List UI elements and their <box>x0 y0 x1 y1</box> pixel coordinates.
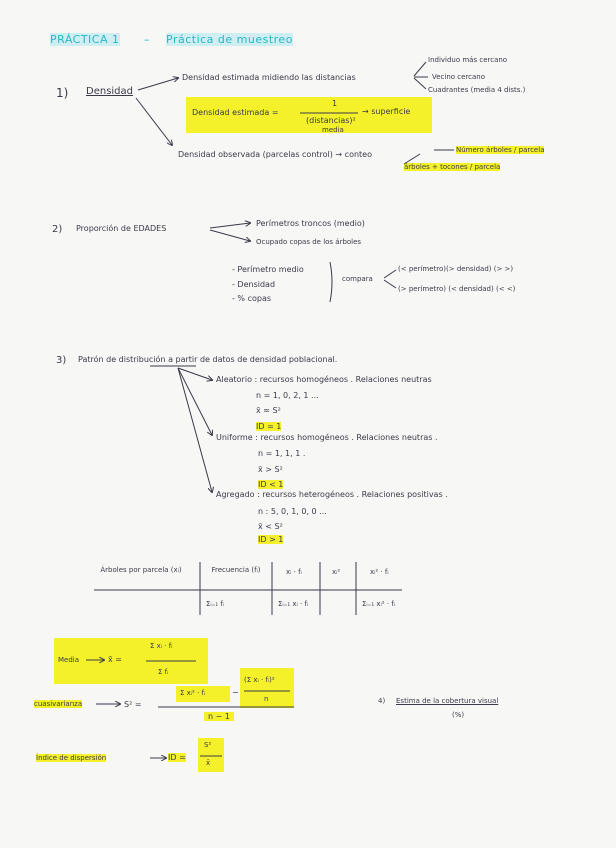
s2-arrow-1: Perímetros troncos (medio) <box>256 219 365 228</box>
media-num: Σ xᵢ · fᵢ <box>150 642 173 650</box>
s1-obs-1: Número árboles / parcela <box>456 146 545 154</box>
s3-arrow-agregado <box>178 368 212 492</box>
media-label: Media <box>58 656 80 664</box>
s1-obs-line-2 <box>404 154 420 164</box>
s3-agregado-n: n : 5, 0, 1, 0, 0 ... <box>258 507 327 516</box>
s2-brace <box>330 262 332 302</box>
media-lhs: x̄ = <box>108 655 122 664</box>
s1-formula-rhs: → superficie <box>362 107 411 116</box>
s3-agregado-x: x̄ < S² <box>258 522 283 531</box>
table-cell-x2f: Σᵢ₌₁ xᵢ² · fᵢ <box>362 600 395 608</box>
s3-uniforme-x: x̄ > S² <box>258 465 283 474</box>
s3-label: Patrón de distribución a partir de datos de densidad poblacional. <box>78 355 338 364</box>
s3-aleatorio-x: x̄ ≈ S² <box>256 406 281 415</box>
s1-obs-2: árboles + tocones / parcela <box>404 163 501 171</box>
s3-aleatorio-n: n = 1, 0, 2, 1 ... <box>256 391 319 400</box>
s2-item-2: - Densidad <box>232 280 276 289</box>
s1-label: Densidad <box>86 86 134 97</box>
table-header-5: xᵢ² · fᵢ <box>370 568 389 576</box>
s1-branch-3: Cuadrantes (media 4 dists.) <box>428 86 526 94</box>
s2-item-3: - % copas <box>232 294 272 303</box>
table-header-4: xᵢ² <box>332 568 341 576</box>
s1-arrow-observed <box>136 98 172 145</box>
s2-compare: compara <box>342 275 373 283</box>
table-header-3: xᵢ · fᵢ <box>286 568 302 576</box>
var-num-1: Σ xᵢ² · fᵢ <box>180 689 206 697</box>
s1-arrow-estimated <box>138 78 178 90</box>
s1-formula-den-sub: media <box>322 126 344 134</box>
s4-label: Estima de la cobertura visual <box>396 697 499 705</box>
var-inner-num: (Σ xᵢ · fᵢ)² <box>244 676 275 684</box>
s3-uniforme-n: n = 1, 1, 1 . <box>258 449 306 458</box>
s1-branch-1: Individuo más cercano <box>428 56 508 64</box>
media-den: Σ fᵢ <box>158 668 169 676</box>
id-lhs: ID = <box>168 753 186 762</box>
s1-formula-lhs: Densidad estimada = <box>192 108 279 117</box>
s2-arrow-2 <box>210 230 250 241</box>
table-header-1: Árboles por parcela (xᵢ) <box>100 566 182 574</box>
table-cell-xf: Σᵢ₌₁ xᵢ · fᵢ <box>278 600 309 608</box>
s2-number: 2) <box>52 224 63 235</box>
table-header-2: Frecuencia (fᵢ) <box>211 566 261 574</box>
s1-formula-num: 1 <box>332 99 338 108</box>
s2-arrow-2: Ocupado copas de los árboles <box>256 238 362 246</box>
s4-unit: (%) <box>452 711 465 719</box>
var-label: cuasivarianza <box>34 700 83 708</box>
id-label: Índice de dispersión <box>36 754 107 762</box>
var-minus: − <box>232 688 239 697</box>
table-cell-f: Σᵢ₌₁ fᵢ <box>206 600 225 608</box>
s1-observed: Densidad observada (parcelas control) → conteo <box>178 150 372 159</box>
s1-branch-line-3 <box>414 78 426 89</box>
s1-branch-2: Vecino cercano <box>432 73 486 81</box>
s2-label: Proporción de EDADES <box>76 224 167 233</box>
s2-item-1: - Perímetro medio <box>232 265 304 274</box>
page-subtitle: Práctica de muestreo <box>166 33 293 46</box>
s3-uniforme: Uniforme : recursos homogéneos . Relaciones neutras . <box>216 433 438 442</box>
s3-aleatorio-id: ID = 1 <box>256 422 282 431</box>
id-num: S² <box>204 741 212 749</box>
id-den: x̄ <box>206 759 211 767</box>
s3-agregado: Agregado : recursos heterogéneos . Relaciones positivas . <box>216 490 448 499</box>
s3-aleatorio: Aleatorio : recursos homogéneos . Relaciones neutras <box>216 375 432 384</box>
s3-agregado-id: ID > 1 <box>258 535 284 544</box>
s1-number: 1) <box>56 86 69 100</box>
s3-number: 3) <box>56 355 67 366</box>
s1-branch-line-1 <box>414 62 426 76</box>
s4-number: 4) <box>378 697 386 705</box>
s2-compare-line-1 <box>384 270 396 278</box>
s2-compare-line-2 <box>384 280 396 288</box>
var-lhs: S² = <box>124 700 142 709</box>
title-dash: – <box>144 33 150 46</box>
page-title: PRÁCTICA 1 <box>50 33 120 46</box>
var-den: n − 1 <box>204 712 234 721</box>
var-inner-den: n <box>264 695 269 703</box>
s2-arrow-1 <box>210 223 250 228</box>
s1-estimated: Densidad estimada midiendo las distancias <box>182 73 356 82</box>
s3-uniforme-id: ID < 1 <box>258 480 284 489</box>
s2-result-2: (> perímetro) (< densidad) (< <) <box>398 285 516 293</box>
s2-result-1: (< perímetro)(> densidad) (> >) <box>398 265 514 273</box>
s1-formula-den: (distancias)² <box>306 116 356 125</box>
